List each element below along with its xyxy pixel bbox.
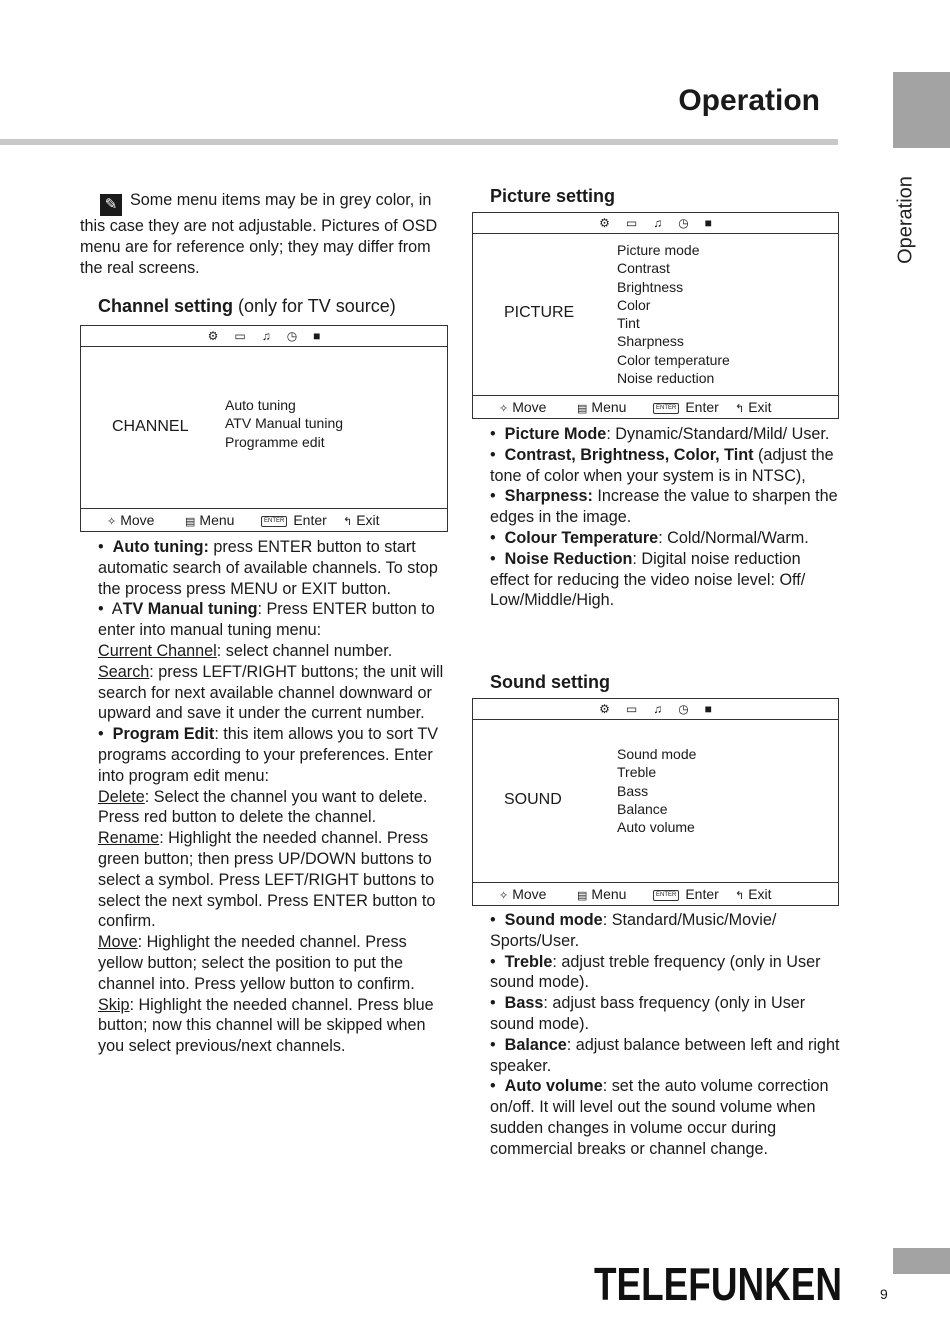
rename-item: Rename: Highlight the needed channel. Press green button; then press UP/DOWN buttons to select a symbol. Press LEFT/RIGHT buttons to select the next symbol. Press ENTER button to confirm. [98, 829, 436, 931]
move-arrows-icon: ✧ [499, 403, 509, 415]
auto-volume-item: • Auto volume: set the auto volume correction on/off. It will level out the sound volume when sudden changes in volume occur during commercial breaks or channel change. [490, 1077, 829, 1158]
music-note-icon: ♫ [653, 702, 663, 716]
colour-temperature-item: • Colour Temperature: Cold/Normal/Warm. [490, 528, 809, 547]
menu-icon: ▤ [577, 890, 588, 902]
enter-key-icon: ENTER [653, 403, 679, 414]
osd-menu-item: Sound mode [617, 746, 697, 762]
osd-menu-item: Tint [617, 315, 640, 332]
channel-heading-text: Channel setting [98, 296, 234, 316]
delete-item: Delete: Select the channel you want to delete. Press red button to delete the channel. [98, 787, 428, 827]
music-note-icon: ♫ [261, 329, 271, 343]
osd-menu-item: Brightness [617, 278, 684, 295]
picture-osd-screen [472, 212, 839, 419]
channel-menu-items [225, 396, 343, 451]
osd-footer-exit-label: Exit [356, 512, 380, 528]
osd-footer-exit-label: Exit [748, 886, 772, 902]
sound-osd-footer [473, 882, 838, 905]
osd-menu-item: Programme edit [225, 433, 325, 450]
move-arrows-icon: ✧ [107, 516, 117, 528]
clock-icon: ◷ [286, 329, 298, 343]
note-pencil-icon: ✎ [100, 194, 122, 216]
gear-icon: ⚙ [599, 702, 610, 716]
page-title: Operation [678, 84, 820, 117]
side-tab-label: Operation [894, 176, 917, 264]
enter-key-icon: ENTER [653, 890, 679, 901]
search-item: Search: press LEFT/RIGHT buttons; the unit will search for next available channel downward or upward and save it under the current number. [98, 662, 444, 723]
osd-footer-move-label: Move [512, 886, 547, 902]
exit-icon: ↰ [343, 516, 353, 528]
osd-footer-exit [735, 886, 772, 902]
treble-item: • Treble: adjust treble frequency (only in User sound mode). [490, 952, 821, 992]
sound-osd-screen [472, 698, 839, 906]
channel-menu-name: CHANNEL [112, 418, 189, 435]
picture-osd-iconbar [473, 213, 838, 234]
menu-icon: ▤ [577, 403, 588, 415]
picture-mode-item: • Picture Mode: Dynamic/Standard/Mild/ User. [490, 425, 830, 443]
osd-footer-enter [653, 886, 719, 902]
monitor-icon: ▭ [625, 216, 638, 230]
osd-menu-item: Bass [617, 782, 649, 799]
osd-menu-item: Color temperature [617, 351, 730, 368]
osd-footer-menu [577, 886, 626, 902]
footer-tab [893, 1248, 950, 1274]
osd-menu-item: Sharpness [617, 333, 684, 350]
skip-item: Skip: Highlight the needed channel. Press blue button; now this channel will be skipped when you select previous/next channels. [98, 995, 434, 1056]
sound-mode-item: • Sound mode: Standard/Music/Movie/ Sports/User. [490, 911, 777, 950]
sound-heading: Sound setting [490, 672, 610, 692]
picture-heading: Picture setting [490, 186, 616, 206]
osd-menu-item: Noise reduction [617, 370, 715, 387]
channel-osd-iconbar [81, 326, 447, 347]
intro-note [80, 190, 446, 278]
osd-footer-enter-label: Enter [685, 399, 719, 415]
sound-menu-name: SOUND [504, 791, 562, 808]
side-tab [893, 72, 950, 148]
exit-icon: ↰ [735, 403, 745, 415]
clock-icon: ◷ [678, 702, 689, 716]
osd-footer-move [499, 886, 546, 902]
osd-menu-item: Auto volume [617, 819, 695, 836]
clock-icon: ◷ [678, 216, 689, 230]
bass-item: • Bass: adjust bass frequency (only in User sound mode). [490, 994, 806, 1033]
gear-icon: ⚙ [599, 216, 610, 230]
enter-key-icon: ENTER [261, 516, 287, 527]
manual-tuning-item: • ATV Manual tuning: Press ENTER button to enter into manual tuning menu: [98, 600, 435, 640]
channel-heading [98, 296, 458, 317]
osd-menu-item: Balance [617, 800, 668, 817]
gear-icon: ⚙ [207, 329, 219, 343]
channel-description [80, 537, 446, 1057]
osd-menu-item: Contrast [617, 260, 670, 277]
channel-osd-screen [80, 325, 448, 532]
osd-footer-move-label: Move [512, 399, 547, 415]
move-arrows-icon: ✧ [499, 890, 509, 902]
monitor-icon: ▭ [234, 329, 246, 343]
osd-footer-move-label: Move [120, 512, 155, 528]
osd-footer-menu-label: Menu [199, 512, 235, 528]
osd-footer-enter-label: Enter [685, 886, 719, 902]
channel-osd-footer [81, 508, 447, 531]
music-note-icon: ♫ [653, 216, 663, 230]
osd-footer-menu-label: Menu [591, 886, 627, 902]
menu-icon: ▤ [185, 516, 196, 528]
balance-item: • Balance: adjust balance between left and right speaker. [490, 1035, 840, 1075]
square-icon: ■ [313, 329, 321, 343]
cbct-item: • Contrast, Brightness, Color, Tint (adjust the tone of color when your system is in NTSC), [490, 445, 834, 485]
move-item: Move: Highlight the needed channel. Press yellow button; select the position to put the channel into. Press yellow button to confirm. [98, 933, 415, 993]
picture-osd-footer [473, 395, 838, 418]
osd-menu-item: Color [617, 296, 651, 313]
exit-icon: ↰ [735, 890, 745, 902]
monitor-icon: ▭ [625, 702, 638, 716]
intro-note-text: Some menu items may be in grey color, in this case they are not adjustable. Pictures of OSD menu are for reference only; they may differ from the real screens. [80, 191, 438, 277]
channel-heading-note: (only for TV source) [238, 296, 396, 316]
brand-wordmark: TELEFUNKEN [594, 1258, 842, 1306]
picture-menu-items [617, 241, 730, 387]
osd-footer-menu-label: Menu [591, 399, 627, 415]
osd-footer-menu [577, 399, 626, 415]
osd-footer-enter [653, 399, 719, 415]
sound-description [472, 910, 840, 1160]
square-icon: ■ [704, 702, 712, 716]
square-icon: ■ [704, 216, 712, 230]
header-rule [0, 139, 838, 145]
osd-footer-exit [343, 512, 380, 528]
osd-footer-move [499, 399, 546, 415]
osd-footer-exit [735, 399, 772, 415]
osd-footer-enter [261, 512, 327, 528]
sound-menu-items [617, 745, 696, 836]
sharpness-item: • Sharpness: Increase the value to sharpen the edges in the image. [490, 487, 838, 527]
osd-footer-enter-label: Enter [293, 512, 327, 528]
telefunken-logo [592, 1258, 844, 1306]
osd-menu-item: Treble [617, 764, 657, 781]
auto-tuning-item: • Auto tuning: press ENTER button to start automatic search of available channels. To stop the process press MENU or EXIT button. [98, 538, 438, 598]
sound-osd-iconbar [473, 699, 838, 720]
osd-menu-item: Picture mode [617, 242, 700, 258]
page-number: 9 [880, 1286, 888, 1302]
current-channel-item: Current Channel: select channel number. [98, 641, 393, 660]
noise-reduction-item: • Noise Reduction: Digital noise reduction effect for reducing the video noise level: Off/ Low/Middle/High. [490, 549, 806, 610]
osd-footer-move [107, 512, 154, 528]
osd-footer-exit-label: Exit [748, 399, 772, 415]
osd-menu-item: ATV Manual tuning [225, 415, 344, 432]
picture-description [472, 424, 840, 611]
osd-footer-menu [185, 512, 234, 528]
osd-menu-item: Auto tuning [225, 397, 296, 413]
picture-menu-name: PICTURE [504, 304, 575, 321]
side-tab-label-box [876, 170, 936, 270]
program-edit-item: • Program Edit: this item allows you to sort TV programs according to your preferences. Enter into program edit menu: [98, 725, 439, 785]
